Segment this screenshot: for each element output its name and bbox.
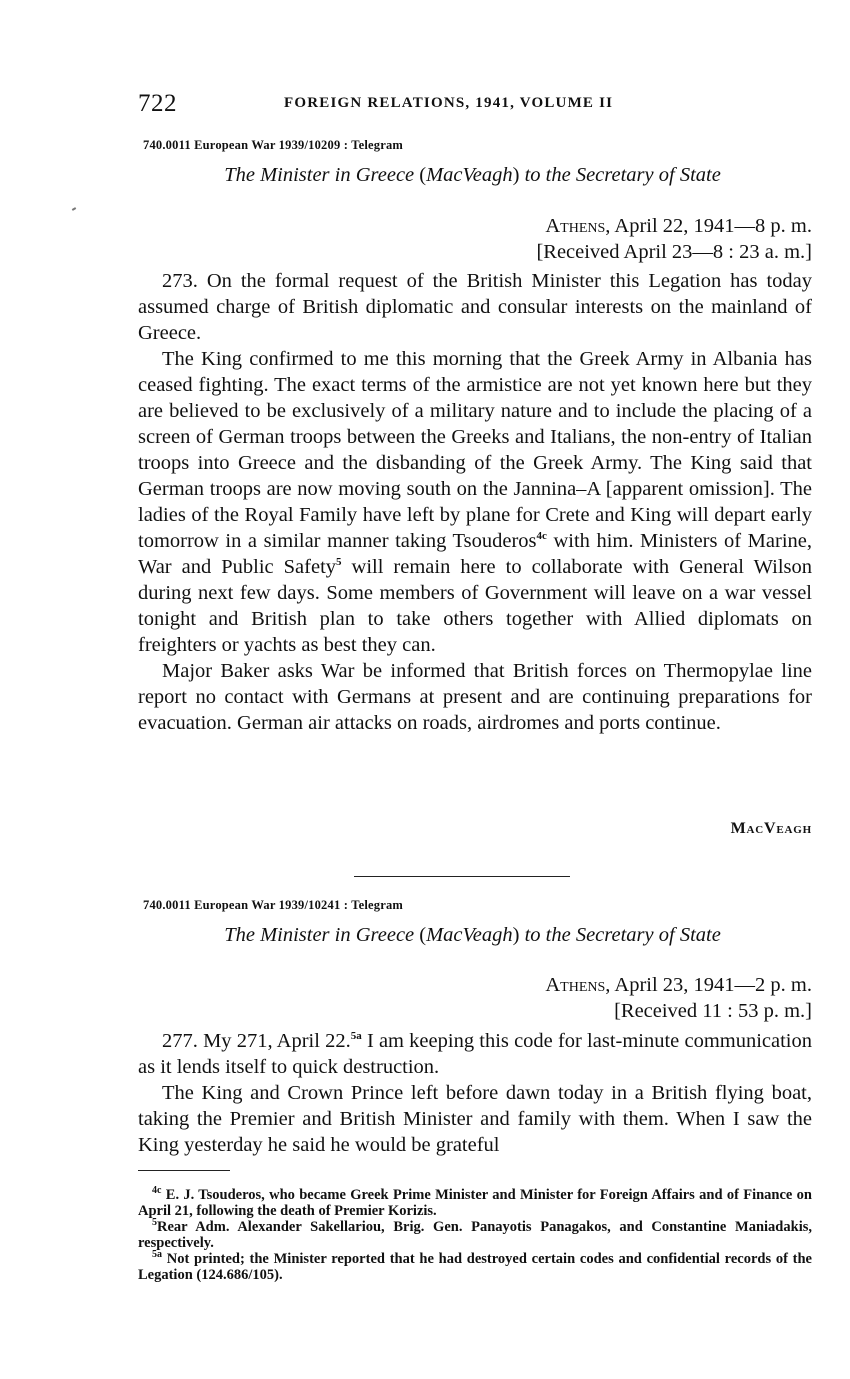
doc2-paragraph: The King and Crown Prince left before dawn today in a British flying boat, taking the Premier and British Minister and family with them. When I saw the King yesterday he said he would be grateful — [138, 1082, 812, 1156]
page-number: 722 — [138, 90, 177, 117]
doc2-title-part: The Minister in Greece — [224, 924, 420, 946]
doc1-received: [Received April 23—8 : 23 a. m.] — [536, 241, 812, 263]
doc2-date — [545, 972, 812, 998]
doc2-title-paren: ) — [512, 924, 520, 946]
doc1-title-paren: ( — [419, 164, 427, 186]
doc1-text: will remain here to collaborate with General Wilson during next few days. Some members of Government will leave on a war vessel tonight and British plan to take others together with Allied diplomats on freighters or yachts as best they can. — [138, 556, 812, 656]
doc2-text: 277. My 271, April 22. — [162, 1030, 351, 1052]
footnote-mark: 4c — [152, 1185, 162, 1197]
stray-mark — [72, 207, 76, 211]
doc2-title-name: MacVeagh — [426, 924, 513, 946]
doc1-title-part: to the Secretary of State — [519, 164, 721, 186]
footnote-mark: 5a — [152, 1249, 162, 1261]
doc1-date-rest: , April 22, 1941—8 p. m. — [605, 215, 812, 237]
footnote-text: E. J. Tsouderos, who became Greek Prime Minister and Minister for Foreign Affairs and of Finance on April 21, following the death of Premier Korizis. — [138, 1187, 812, 1219]
doc1-text: with him. Ministers of Marine, War and Public Safety — [138, 530, 812, 578]
doc1-paragraph: Major Baker asks War be informed that British forces on Thermopylae line report no contact with Germans at present and are continuing preparations for evacuation. German air attacks on roads, airdromes and ports continue. — [138, 660, 812, 734]
doc1-signature: MacVeagh — [730, 820, 812, 837]
footnotes — [138, 1187, 812, 1283]
doc1-title — [0, 164, 850, 187]
footnote-ref: 4c — [536, 530, 547, 543]
doc2-file-reference: 740.0011 European War 1939/10241 : Telegram — [143, 898, 404, 912]
doc1-paragraph: 273. On the formal request of the British Minister this Legation has today assumed charge of British diplomatic and consular interests on the mainland of Greece. — [138, 270, 812, 344]
doc1-title-part: The Minister in Greece — [224, 164, 420, 186]
section-divider — [354, 876, 570, 877]
doc2-date-rest: , April 23, 1941—2 p. m. — [605, 974, 812, 996]
running-title: FOREIGN RELATIONS, 1941, VOLUME II — [284, 95, 614, 111]
footnote-ref: 5a — [350, 1030, 362, 1043]
doc2-body — [138, 1028, 812, 1158]
doc2-dateline — [545, 972, 812, 1024]
doc1-text: The King confirmed to me this morning that the Greek Army in Albania has ceased fighting. The exact terms of the armistice are not yet known here but they are believed to be exclusively of a military nature and to include the placing of a screen of German troops between the Greeks and Italians, the non-entry of Italian troops into Greece and the disbanding of the Greek Army. The King said that German troops are now moving south on the Jannina–A [apparent omission]. The ladies of the Royal Family have left by plane for Crete and King will depart early tomorrow in a similar manner taking Tsouderos — [138, 348, 812, 552]
doc1-title-paren: ) — [512, 164, 520, 186]
doc2-place: Athens — [545, 974, 606, 996]
footnote-mark: 5 — [152, 1217, 157, 1229]
doc2-received: [Received 11 : 53 p. m.] — [614, 1000, 812, 1022]
doc2-title-part: to the Secretary of State — [519, 924, 721, 946]
page-header — [138, 90, 818, 120]
footnote-item — [138, 1251, 812, 1283]
doc1-body — [138, 268, 812, 736]
footnote-item — [138, 1187, 812, 1219]
doc1-title-name: MacVeagh — [426, 164, 513, 186]
doc1-paragraph — [138, 346, 812, 658]
footnote-item — [138, 1219, 812, 1251]
doc1-dateline — [536, 213, 812, 265]
doc2-title-paren: ( — [419, 924, 427, 946]
doc1-file-reference: 740.0011 European War 1939/10209 : Telegram — [143, 138, 404, 152]
footnote-rule — [138, 1170, 230, 1171]
footnote-text: Rear Adm. Alexander Sakellariou, Brig. Gen. Panayotis Panagakos, and Constantine Maniadakis, respectively. — [138, 1219, 812, 1251]
footnote-text: Not printed; the Minister reported that he had destroyed certain codes and confidential records of the Legation (124.686/105). — [138, 1251, 812, 1283]
doc2-title — [0, 924, 850, 947]
doc2-text: I am keeping this code for last-minute communication as it lends itself to quick destruction. — [138, 1030, 812, 1078]
doc1-date — [536, 213, 812, 239]
footnote-ref: 5 — [336, 556, 342, 569]
doc1-place: Athens — [545, 215, 606, 237]
doc2-paragraph — [138, 1028, 812, 1080]
